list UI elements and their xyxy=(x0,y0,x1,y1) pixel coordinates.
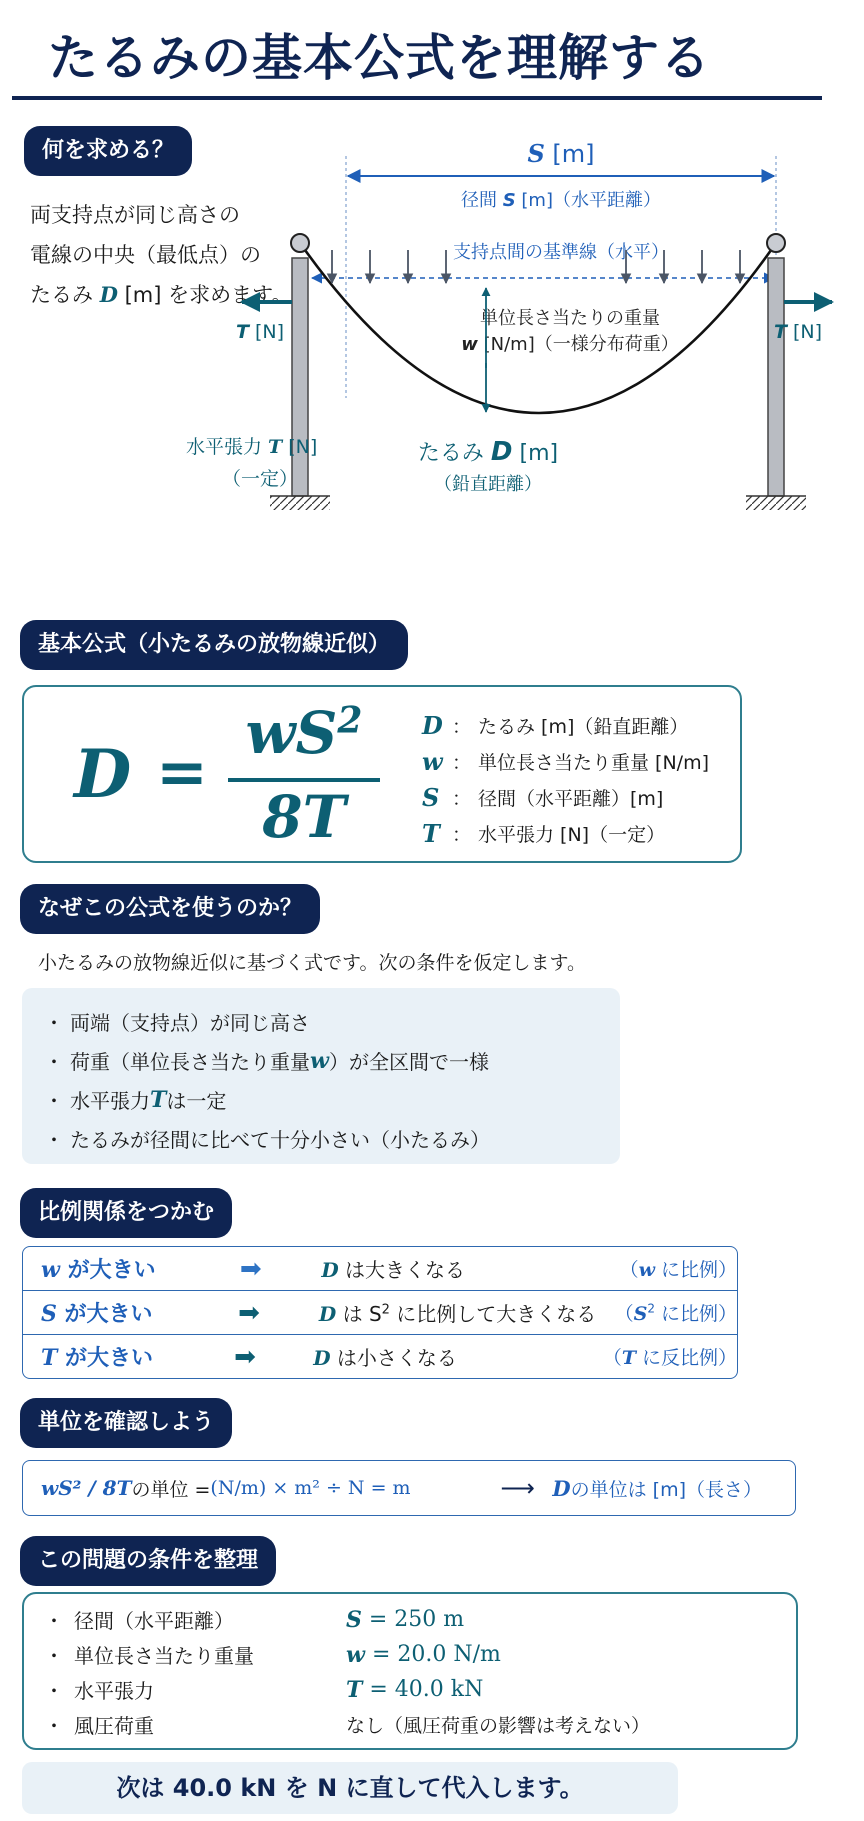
formula-box xyxy=(22,685,742,863)
what-line-1: 両支持点が同じ高さの xyxy=(30,203,240,227)
support-left xyxy=(291,234,309,252)
arrow-icon: ➡ xyxy=(239,1253,262,1284)
conditions-box xyxy=(22,1592,798,1750)
section-formula-pill: 基本公式（小たるみの放物線近似） xyxy=(20,620,408,670)
proportion-row: T が大きい ➡ D は小さくなる （T に反比例） xyxy=(22,1335,738,1379)
section-why-pill: なぜこの公式を使うのか？ xyxy=(20,884,320,934)
ground-right xyxy=(746,496,806,510)
pole-left xyxy=(292,258,308,496)
assumptions-box xyxy=(22,988,620,1164)
assumption-item: ・ 水平張力 T は一定 xyxy=(44,1086,227,1113)
units-mid: の単位 = xyxy=(131,1478,211,1501)
section-units-pill: 単位を確認しよう xyxy=(20,1398,232,1448)
proportion-row: S が大きい ➡ D は $S^2$ に比例して大きくなる （$S^2$ に比例） xyxy=(22,1291,738,1335)
baseline-label: 支持点間の基準線（水平） xyxy=(453,242,669,263)
proportion-row: w が大きい ➡ D は大きくなる （w に比例） xyxy=(22,1246,738,1291)
catenary-diagram xyxy=(235,128,840,598)
tension-right-label: T [N] xyxy=(773,321,823,343)
formula-legend xyxy=(422,707,709,851)
tension-left-label: T [N] xyxy=(235,321,285,343)
span-sub-label: 径間 S [m]（水平距離） xyxy=(460,190,662,211)
conditions-list xyxy=(44,1602,650,1742)
legend-row: w ： 単位長さ当たり重量 [N/m] xyxy=(422,746,709,776)
legend-row: D ： たるみ [m]（鉛直距離） xyxy=(422,710,689,740)
units-calc: (N/m) × m² ÷ N = m xyxy=(210,1477,411,1499)
condition-row: ・ 径間（水平距離） S = 250 m xyxy=(44,1606,465,1633)
long-arrow-icon: ⟶ xyxy=(500,1474,535,1502)
sag-sub-label: （鉛直距離） xyxy=(434,474,542,495)
assumption-item: ・ 荷重（単位長さ当たり重量 w ）が全区間で一様 xyxy=(44,1047,489,1074)
condition-row: ・ 水平張力 T = 40.0 kN xyxy=(44,1676,484,1703)
formula-numerator: $wS^2$ xyxy=(245,699,363,767)
what-line-3-post: [m] を求めます。 xyxy=(117,283,293,307)
arrow-icon: ➡ xyxy=(238,1297,260,1328)
footer-note: 次は 40.0 kN を N に直して代入します。 xyxy=(22,1762,678,1814)
units-expr: wS² / 8T xyxy=(41,1476,132,1500)
section-what-pill: 何を求める？ xyxy=(24,126,192,176)
support-right xyxy=(767,234,785,252)
condition-row: ・ 単位長さ当たり重量 w = 20.0 N/m xyxy=(44,1641,501,1668)
pole-right xyxy=(768,258,784,496)
units-result-var: D xyxy=(552,1475,571,1501)
legend-row: T ： 水平張力 [N]（一定） xyxy=(422,818,666,848)
formula-equals: = xyxy=(156,735,208,808)
span-label: S [m] xyxy=(527,139,595,168)
weight-label-1: 単位長さ当たりの重量 xyxy=(480,308,660,329)
weight-label-2: w [N/m]（一様分布荷重） xyxy=(461,334,679,355)
section-conditions-pill: この問題の条件を整理 xyxy=(20,1536,276,1586)
formula-lhs: D xyxy=(74,735,132,813)
ground-left xyxy=(270,496,330,510)
assumption-item: ・ 両端（支持点）が同じ高さ xyxy=(44,1011,310,1035)
sag-label: たるみ D [m] xyxy=(417,437,559,467)
fraction-bar xyxy=(228,778,380,782)
assumption-list xyxy=(44,1002,490,1158)
legend-row: S ： 径間（水平距離）[m] xyxy=(422,782,664,812)
section-proportion-pill: 比例関係をつかむ xyxy=(20,1188,232,1238)
assumption-item: ・ たるみが径間に比べて十分小さい（小たるみ） xyxy=(44,1128,490,1152)
what-line-3-var: D xyxy=(99,282,118,307)
tension-note: 水平張力 T [N] xyxy=(186,436,318,458)
units-box xyxy=(22,1460,796,1516)
arrow-icon: ➡ xyxy=(234,1341,256,1372)
units-result: の単位は [m]（長さ） xyxy=(570,1478,763,1501)
why-intro: 小たるみの放物線近似に基づく式です。次の条件を仮定します。 xyxy=(38,952,586,974)
what-line-3-pre: たるみ xyxy=(30,283,100,307)
tension-note-2: （一定） xyxy=(222,468,299,490)
proportion-table xyxy=(22,1246,738,1379)
page-title: たるみの基本公式を理解する xyxy=(48,29,711,87)
title-divider xyxy=(12,96,822,100)
condition-row: ・ 風圧荷重 なし（風圧荷重の影響は考えない） xyxy=(44,1714,651,1738)
formula-denominator: 8T xyxy=(262,783,346,851)
what-line-2: 電線の中央（最低点）の xyxy=(30,243,261,267)
